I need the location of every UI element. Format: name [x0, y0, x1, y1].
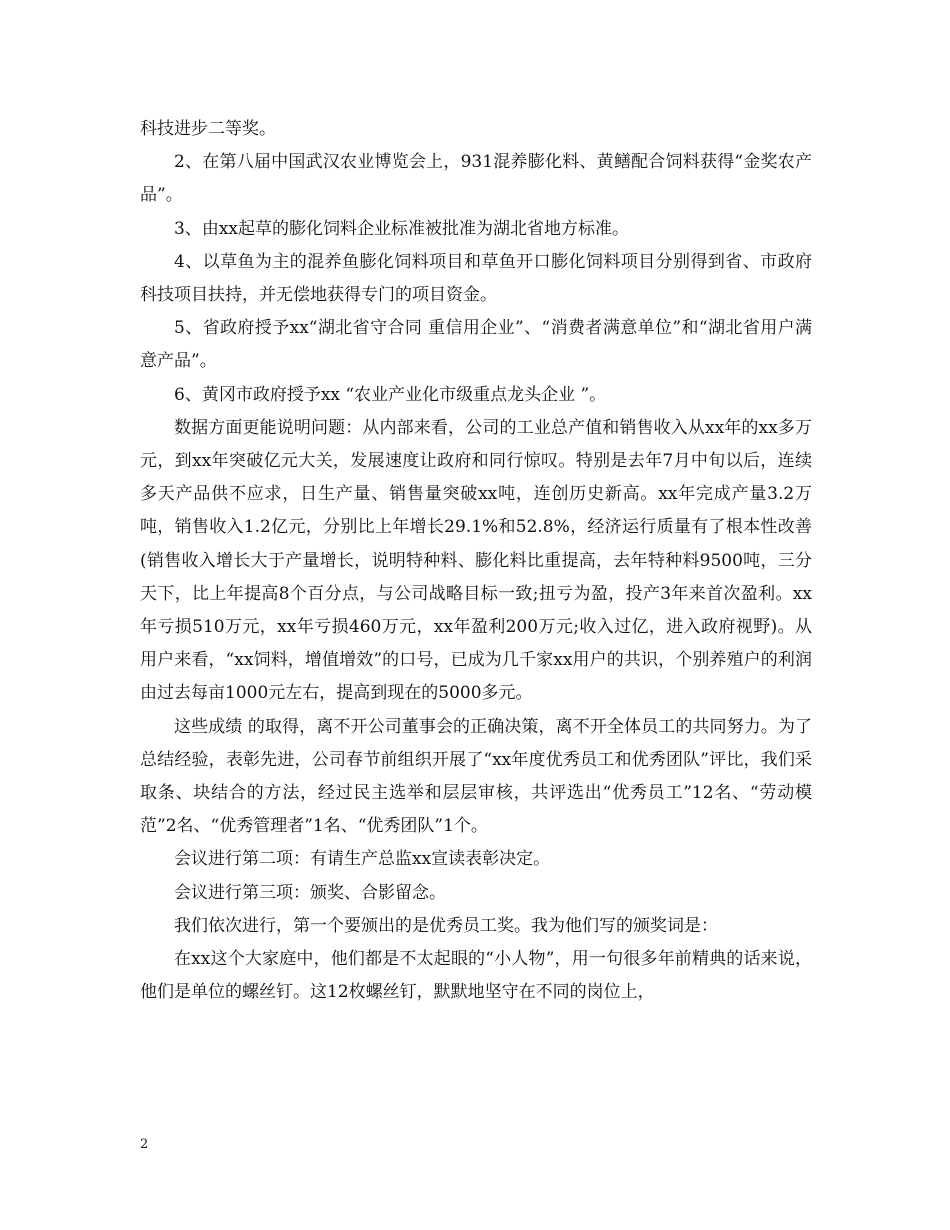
paragraph: 我们依次进行，第一个要颁出的是优秀员工奖。我为他们写的颁奖词是： [174, 915, 718, 936]
document-body [140, 113, 812, 1009]
paragraph: 4、以草鱼为主的混养鱼膨化饲料项目和草鱼开口膨化饲料项目分别得到省、市政府科技项目扶持，并无偿地获得专门的项目资金。 [140, 251, 812, 306]
paragraph: 会议进行第二项：有请生产总监xx宣读表彰决定。 [174, 849, 551, 870]
paragraph: 6、黄冈市政府授予xx “农业产业化市级重点龙头企业 ”。 [174, 384, 607, 405]
paragraph: 会议进行第三项：颁奖、合影留念。 [174, 882, 446, 903]
paragraph: 2、在第八届中国武汉农业博览会上，931混养膨化料、黄鳝配合饲料获得“金奖农产品”。 [140, 152, 812, 206]
paragraph: 这些成绩 的取得，离不开公司董事会的正确决策，离不开全体员工的共同努力。为了总结经验，表彰先进，公司春节前组织开展了“xx年度优秀员工和优秀团队”评比，我们采取条、块结合的方法，经过民主选举和层层审核，共评选出“优秀员工”12名、“劳动模范”2名、“优秀管理者”1名、“优秀团队”1个。 [140, 716, 812, 837]
paragraph: 数据方面更能说明问题：从内部来看，公司的工业总产值和销售收入从xx年的xx多万元，到xx年突破亿元大关，发展速度让政府和同行惊叹。特别是去年7月中旬以后，连续多天产品供不应求，日生产量、销售量突破xx吨，连创历史新高。xx年完成产量3.2万吨，销售收入1.2亿元，分别比上年增长29.1%和52.8%，经济运行质量有了根本性改善(销售收入增长大于产量增长，说明特种料、膨化料比重提高，去年特种料9500吨，三分天下，比上年提高8个百分点，与公司战略目标一致;扭亏为盈，投产3年来首次盈利。xx年亏损510万元，xx年亏损460万元，xx年盈利200万元;收入过亿，进入政府视野)。从用户来看，“xx饲料，增值增效”的口号，已成为几千家xx用户的共识，个别养殖户的利润由过去每亩1000元左右，提高到现在的5000多元。 [140, 417, 812, 704]
page-number: 2 [140, 1137, 149, 1152]
paragraph: 科技进步二等奖。 [140, 119, 276, 139]
paragraph: 在xx这个大家庭中，他们都是不太起眼的“小人物”，用一句很多年前精典的话来说，他们是单位的螺丝钉。这12枚螺丝钉，默默地坚守在不同的岗位上， [140, 949, 812, 1003]
paragraph: 5、省政府授予xx“湖北省守合同 重信用企业”、“消费者满意单位”和“湖北省用户满意产品”。 [140, 318, 812, 372]
paragraph: 3、由xx起草的膨化饲料企业标准被批准为湖北省地方标准。 [174, 218, 629, 239]
